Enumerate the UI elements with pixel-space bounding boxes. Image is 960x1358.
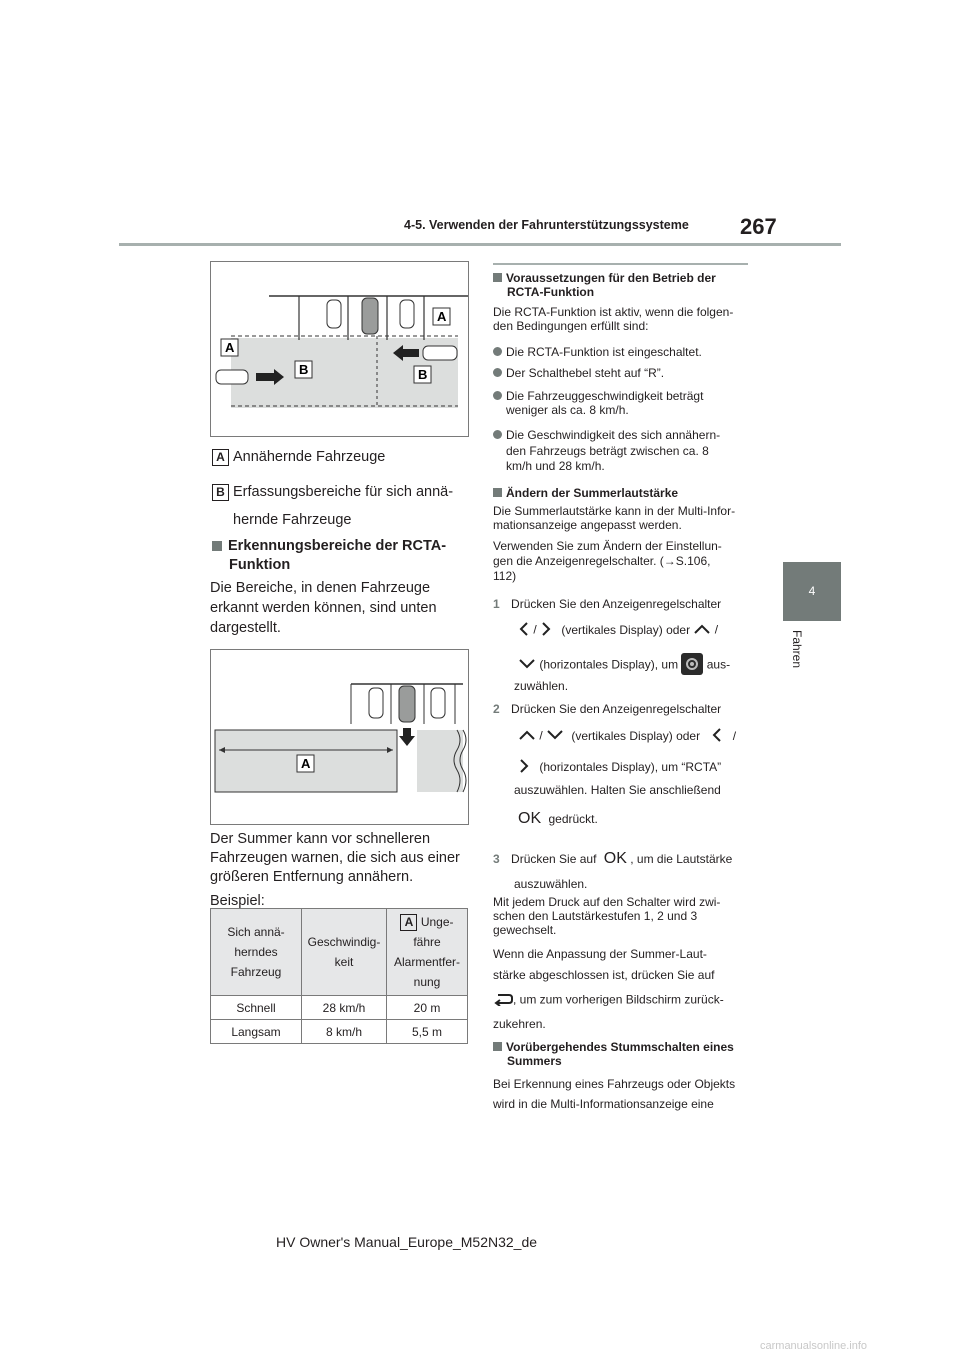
table-cell: 5,5 m — [387, 1020, 468, 1044]
table-cell: Langsam — [211, 1020, 302, 1044]
chevron-right-icon — [540, 621, 552, 640]
watermark: carmanualsonline.info — [760, 1340, 868, 1352]
table-header-cell: Geschwindig- keit — [302, 909, 387, 996]
paragraph: Die RCTA-Funktion ist aktiv, wenn die folgen- — [493, 305, 734, 319]
step-2-line: / (vertikales Display) oder / — [518, 727, 736, 746]
bullet-item: Die Geschwindigkeit des sich annähern- — [493, 428, 720, 442]
legend-text: Erfassungsbereiche für sich annä- — [233, 484, 454, 500]
table-row — [211, 996, 468, 1020]
step-1-line: zuwählen. — [514, 679, 569, 693]
chevron-left-icon — [711, 727, 723, 746]
paragraph: gewechselt. — [493, 923, 557, 937]
rcta-area-figure — [210, 649, 469, 825]
paragraph: gen die Anzeigenregelschalter. (→S.106, — [493, 554, 711, 568]
table-cell: Schnell — [211, 996, 302, 1020]
step-2 — [493, 702, 721, 716]
chevron-right-icon — [518, 758, 530, 777]
speed-distance-table — [210, 908, 468, 1044]
heading-text-cont: Funktion — [229, 557, 291, 573]
footer-text: HV Owner's Manual_Europe_M52N32_de — [276, 1234, 538, 1250]
heading-bullet — [212, 541, 222, 551]
parked-car-icon — [369, 688, 383, 718]
paragraph: mationsanzeige angepasst werden. — [493, 518, 682, 532]
label-b: B — [418, 367, 428, 382]
paragraph: größeren Entfernung annähern. — [210, 869, 414, 885]
return-icon — [493, 992, 513, 1009]
paragraph: den Bedingungen erfüllt sind: — [493, 319, 649, 333]
paragraph: zukehren. — [493, 1017, 546, 1031]
legend-b — [212, 482, 453, 502]
step-number: 1 — [493, 597, 500, 611]
paragraph: Verwenden Sie zum Ändern der Einstellun- — [493, 539, 722, 553]
legend-text-cont: hernde Fahrzeuge — [233, 512, 352, 528]
paragraph: Mit jedem Druck auf den Schalter wird zwi- — [493, 895, 721, 909]
legend-text: Annähernde Fahrzeuge — [233, 449, 386, 465]
step-1-line: / (vertikales Display) oder / — [518, 621, 718, 640]
table-cell: 28 km/h — [302, 996, 387, 1020]
subheading: Ändern der Summerlautstärke — [493, 486, 678, 500]
step-2-line: OK gedrückt. — [518, 810, 598, 827]
example-label: Beispiel: — [210, 893, 265, 909]
step-1 — [493, 597, 721, 611]
paragraph: , um zum vorherigen Bildschirm zurück- — [493, 992, 724, 1009]
paragraph: schen den Lautstärkestufen 1, 2 und 3 — [493, 909, 698, 923]
detection-area-diagram — [211, 650, 468, 824]
ok-icon: OK — [518, 810, 542, 827]
parked-car-icon — [327, 298, 414, 334]
paragraph: Die Summerlautstärke kann in der Multi-Infor- — [493, 504, 736, 518]
step-number: 2 — [493, 702, 500, 716]
bullet-item: Die RCTA-Funktion ist eingeschaltet. — [493, 345, 702, 359]
table-row — [211, 1020, 468, 1044]
step-text: Drücken Sie den Anzeigenregelschalter — [511, 597, 722, 611]
bullet-item-cont: weniger als ca. 8 km/h. — [506, 403, 629, 417]
step-2-line: (horizontales Display), um “RCTA” — [518, 758, 721, 777]
chevron-left-icon — [518, 621, 530, 640]
approaching-car-icon — [423, 346, 457, 360]
section-title: 4-5. Verwenden der Fahrunterstützungssysteme — [404, 218, 689, 232]
step-text: Drücken Sie den Anzeigenregelschalter — [511, 702, 722, 716]
chevron-up-icon — [693, 623, 711, 638]
label-b: B — [299, 362, 309, 377]
header-rule — [119, 243, 841, 246]
rcta-detection-figure — [210, 261, 469, 437]
legend-a — [212, 447, 385, 467]
table-header-cell: A Unge- fähre Alarmentfer- nung — [387, 909, 468, 996]
step-3-line: auszuwählen. — [514, 877, 588, 891]
parked-car-icon — [431, 688, 445, 718]
gear-icon — [681, 653, 703, 678]
paragraph: wird in die Multi-Informationsanzeige eine — [493, 1097, 714, 1111]
own-car-icon — [399, 686, 415, 722]
subheading: Vorübergehendes Stummschalten eines — [493, 1040, 734, 1054]
paragraph: stärke abgeschlossen ist, drücken Sie auf — [493, 968, 715, 982]
parking-diagram — [211, 262, 468, 436]
chevron-down-icon — [546, 729, 564, 744]
chevron-down-icon — [518, 658, 536, 673]
bullet-item-cont: km/h und 28 km/h. — [506, 459, 605, 473]
section-heading — [212, 536, 446, 556]
label-box: A — [212, 449, 229, 466]
bullet-item: Der Schalthebel steht auf “R”. — [493, 366, 664, 380]
subheading-cont: RCTA-Funktion — [507, 285, 595, 299]
paragraph: dargestellt. — [210, 620, 281, 636]
label-a: A — [225, 340, 235, 355]
bullet-item-cont: den Fahrzeugs beträgt zwischen ca. 8 — [506, 444, 709, 458]
subheading-cont: Summers — [507, 1054, 562, 1068]
label-a: A — [437, 309, 447, 324]
chapter-label: Fahren — [790, 630, 804, 669]
paragraph: Der Summer kann vor schnelleren — [210, 831, 431, 847]
paragraph: erkannt werden können, sind unten — [210, 600, 437, 616]
step-number: 3 — [493, 852, 500, 866]
label-box: B — [212, 484, 229, 501]
arrow-down-icon — [399, 728, 415, 746]
page-number: 267 — [740, 214, 777, 239]
chapter-tab[interactable]: 4 — [783, 562, 841, 621]
step-3: 3 Drücken Sie auf OK , um die Lautstärke — [493, 850, 733, 867]
table-header-cell: Sich annä- herndes Fahrzeug — [211, 909, 302, 996]
chevron-up-icon — [518, 729, 536, 744]
step-1-line: (horizontales Display), um aus- — [518, 653, 730, 678]
paragraph: Bei Erkennung eines Fahrzeugs oder Objekts — [493, 1077, 736, 1091]
paragraph: Fahrzeugen warnen, die sich aus einer — [210, 850, 460, 866]
step-text: Drücken Sie auf — [511, 852, 597, 866]
approaching-car-icon — [216, 370, 248, 384]
table-cell: 8 km/h — [302, 1020, 387, 1044]
label-box: A — [400, 914, 417, 931]
divider — [493, 263, 748, 265]
paragraph: 112) — [493, 569, 517, 583]
paragraph: Die Bereiche, in denen Fahrzeuge — [210, 580, 431, 596]
table-header-row — [211, 909, 468, 996]
ok-icon: OK — [603, 850, 627, 867]
label-a: A — [301, 756, 311, 771]
heading-text: Erkennungsbereiche der RCTA- — [228, 538, 447, 554]
bullet-item: Die Fahrzeuggeschwindigkeit beträgt — [493, 389, 703, 403]
step-2-line: auszuwählen. Halten Sie anschließend — [514, 783, 721, 797]
table-cell: 20 m — [387, 996, 468, 1020]
paragraph: Wenn die Anpassung der Summer-Laut- — [493, 947, 707, 961]
subheading: Voraussetzungen für den Betrieb der — [493, 271, 716, 285]
